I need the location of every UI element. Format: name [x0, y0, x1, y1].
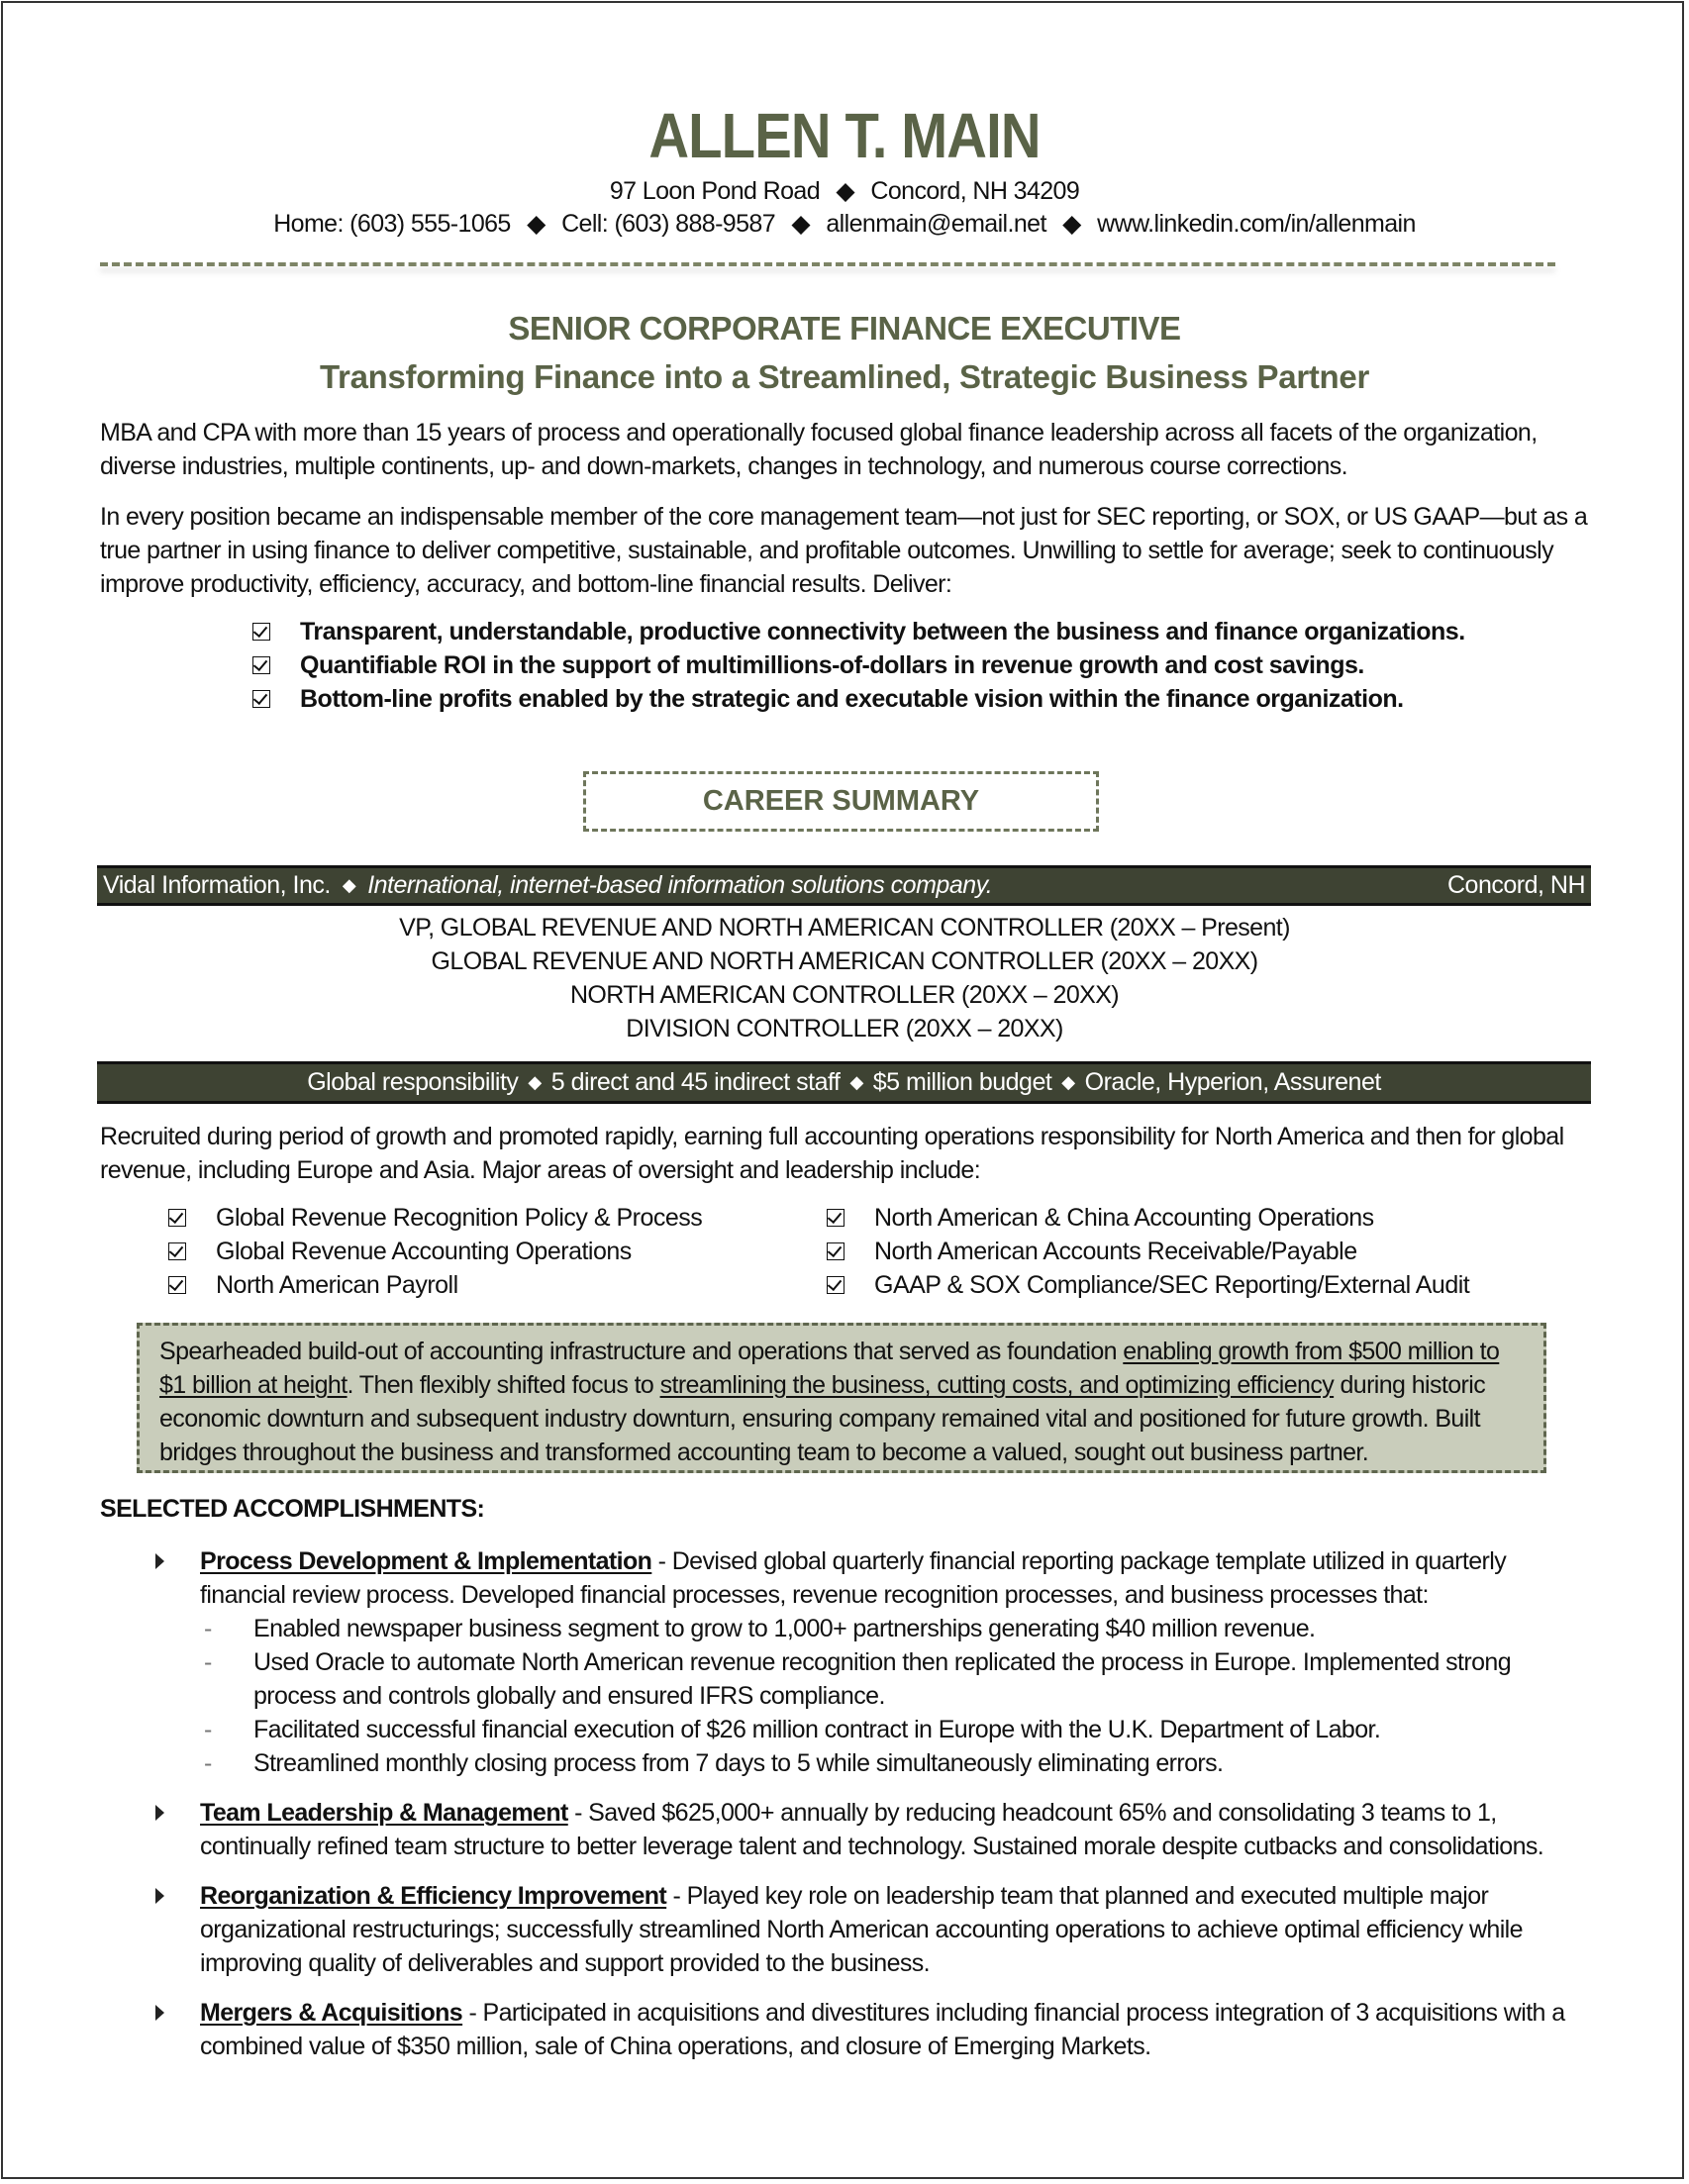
home-phone: Home: (603) 555-1065	[273, 210, 511, 238]
checkbox-checked-icon	[827, 1276, 844, 1294]
triangle-bullet-icon	[155, 1888, 164, 1904]
accomplishment-label: Team Leadership & Management	[200, 1799, 568, 1827]
accomplishment-item	[155, 1544, 1591, 1780]
sub-item	[204, 1746, 1591, 1780]
deliver-list	[252, 615, 1465, 716]
contact-line	[0, 209, 1689, 239]
checkbox-checked-icon	[168, 1242, 186, 1260]
checkbox-checked-icon	[252, 656, 270, 674]
area-text: Global Revenue Accounting Operations	[216, 1238, 632, 1265]
sub-item	[204, 1612, 1591, 1645]
highlight-text: Spearheaded build-out of accounting infrastructure and operations that served as foundation	[159, 1338, 1124, 1365]
deliver-item	[252, 648, 1465, 682]
highlight-text: during historic economic downturn and subsequent industry downturn, ensuring company remained vital and positioned for future growth. Built bridges throughout the business and transformed accounting team to become a valued, sought out business partner.	[159, 1371, 1486, 1466]
diamond-icon: ◆	[1062, 210, 1081, 238]
city-state-zip: Concord, NH 34209	[870, 177, 1080, 205]
area-text: North American Accounts Receivable/Payable	[874, 1238, 1357, 1265]
accomplishment-text: - Saved $625,000+ annually by reducing headcount 65% and consolidating 3 teams to 1, continually refined team structure to better leverage talent and technology. Sustained morale despite cutbacks and consolidations.	[200, 1799, 1544, 1860]
accomplishment-item	[155, 1996, 1591, 2063]
accomplishment-text: - Participated in acquisitions and divestitures including financial process integration of 3 acquisitions with a combined value of $350 million, sale of China operations, and closure of Emerging Markets.	[200, 1999, 1565, 2060]
dash-bullet-icon: -	[204, 1615, 212, 1642]
sub-item-text: Streamlined monthly closing process from 7 days to 5 while simultaneously eliminating errors.	[253, 1749, 1224, 1777]
header-divider	[100, 262, 1555, 266]
job-intro: Recruited during period of growth and promoted rapidly, earning full accounting operations responsibility for North America and then for global revenue, including Europe and Asia. Major areas of oversight and leadership include:	[100, 1123, 1564, 1184]
diamond-icon: ◆	[527, 210, 546, 238]
job-title: NORTH AMERICAN CONTROLLER (20XX – 20XX)	[569, 981, 1120, 1009]
accomplishment-text: - Devised global quarterly financial reporting package template utilized in quarterly financial review process. Developed financial processes, revenue recognition processes, and business processes that:	[200, 1547, 1507, 1609]
area-item	[168, 1268, 702, 1302]
deliver-item	[252, 682, 1465, 716]
area-item	[827, 1235, 1469, 1268]
highlight-emphasis: streamlining the business, cutting costs, and optimizing efficiency	[659, 1371, 1335, 1399]
job-title: VP, GLOBAL REVENUE AND NORTH AMERICAN CONTROLLER (20XX – Present)	[399, 914, 1290, 942]
deliver-text: Quantifiable ROI in the support of multimillions-of-dollars in revenue growth and cost savings.	[300, 651, 1364, 679]
career-summary-heading: CAREER SUMMARY	[583, 771, 1099, 832]
scope-item: Oracle, Hyperion, Assurenet	[1084, 1068, 1381, 1096]
area-item	[827, 1201, 1469, 1235]
scope-bar	[97, 1061, 1591, 1104]
scope-item: 5 direct and 45 indirect staff	[550, 1068, 841, 1096]
dash-bullet-icon: -	[204, 1749, 212, 1777]
sub-item-text: Enabled newspaper business segment to grow to 1,000+ partnerships generating $40 million revenue.	[253, 1615, 1316, 1642]
accomplishment-item	[155, 1879, 1591, 1980]
highlight-box	[137, 1323, 1546, 1473]
area-item	[168, 1235, 702, 1268]
accomplishment-label: Reorganization & Efficiency Improvement	[200, 1882, 667, 1910]
company-description: International, internet-based information solutions company.	[367, 871, 993, 899]
accomplishment-label: Process Development & Implementation	[200, 1547, 652, 1575]
job-title: GLOBAL REVENUE AND NORTH AMERICAN CONTROLLER (20XX – 20XX)	[431, 947, 1258, 975]
diamond-icon: ◆	[1061, 1072, 1075, 1092]
company-name: Vidal Information, Inc.	[103, 871, 331, 899]
headline: SENIOR CORPORATE FINANCE EXECUTIVE	[508, 310, 1181, 347]
areas-right-list	[827, 1201, 1469, 1302]
checkbox-checked-icon	[252, 623, 270, 641]
scope-item: $5 million budget	[872, 1068, 1052, 1096]
deliver-item	[252, 615, 1465, 648]
sub-item	[204, 1713, 1591, 1746]
area-text: North American Payroll	[216, 1271, 458, 1299]
diamond-icon: ◆	[836, 177, 855, 205]
diamond-icon: ◆	[528, 1072, 542, 1092]
accomplishment-text: - Played key role on leadership team that planned and executed multiple major organizational restructurings; successfully streamlined North American accounting operations to achieve optimal efficiency while improving quality of deliverables and support provided to the business.	[200, 1882, 1523, 1977]
area-text: North American & China Accounting Operations	[874, 1204, 1374, 1232]
checkbox-checked-icon	[252, 690, 270, 708]
checkbox-checked-icon	[827, 1209, 844, 1227]
highlight-text: . Then flexibly shifted focus to	[347, 1371, 660, 1399]
cell-phone: Cell: (603) 888-9587	[561, 210, 776, 238]
checkbox-checked-icon	[827, 1242, 844, 1260]
dash-bullet-icon: -	[204, 1648, 212, 1676]
company-bar	[97, 865, 1591, 906]
triangle-bullet-icon	[155, 1805, 164, 1821]
diamond-icon: ◆	[791, 210, 811, 238]
tagline: Transforming Finance into a Streamlined, Strategic Business Partner	[319, 358, 1370, 395]
accomplishment-label: Mergers & Acquisitions	[200, 1999, 463, 2027]
email-link[interactable]: allenmain@email.net	[826, 210, 1046, 238]
area-text: GAAP & SOX Compliance/SEC Reporting/External Audit	[874, 1271, 1470, 1299]
dash-bullet-icon: -	[204, 1716, 212, 1743]
deliver-text: Transparent, understandable, productive connectivity between the business and finance organizations.	[300, 618, 1465, 645]
company-location: Concord, NH	[1447, 871, 1585, 899]
triangle-bullet-icon	[155, 1553, 164, 1569]
linkedin-link[interactable]: www.linkedin.com/in/allenmain	[1097, 210, 1416, 238]
candidate-name: ALLEN T. MAIN	[648, 100, 1041, 171]
diamond-icon: ◆	[849, 1072, 863, 1092]
triangle-bullet-icon	[155, 2005, 164, 2021]
diamond-icon: ◆	[342, 875, 356, 895]
job-titles	[0, 911, 1689, 1045]
sub-item	[204, 1645, 1591, 1713]
sub-item-text: Facilitated successful financial execution of $26 million contract in Europe with the U.K. Department of Labor.	[253, 1716, 1381, 1743]
highlight-emphasis: enabling growth from $500 million to $1 billion at height	[159, 1338, 1500, 1399]
checkbox-checked-icon	[168, 1276, 186, 1294]
address-line	[0, 176, 1689, 206]
area-text: Global Revenue Recognition Policy & Process	[216, 1204, 703, 1232]
accomplishments-list	[155, 1544, 1591, 2079]
areas-left-list	[168, 1201, 702, 1302]
accomplishments-heading: SELECTED ACCOMPLISHMENTS:	[100, 1495, 485, 1523]
deliver-text: Bottom-line profits enabled by the strategic and executable vision within the finance organization.	[300, 685, 1404, 713]
area-item	[827, 1268, 1469, 1302]
checkbox-checked-icon	[168, 1209, 186, 1227]
summary-paragraph-1: MBA and CPA with more than 15 years of process and operationally focused global finance leadership across all facets of the organization, diverse industries, multiple continents, up- and down-markets, changes in technology, and numerous course corrections.	[100, 419, 1538, 480]
job-title: DIVISION CONTROLLER (20XX – 20XX)	[626, 1015, 1063, 1042]
street-address: 97 Loon Pond Road	[609, 177, 821, 205]
sub-item-text: Used Oracle to automate North American revenue recognition then replicated the process in Europe. Implemented strong process and controls globally and ensured IFRS compliance.	[253, 1648, 1512, 1710]
area-item	[168, 1201, 702, 1235]
summary-paragraph-2: In every position became an indispensable member of the core management team—not just for SEC reporting, or SOX, or US GAAP—but as a true partner in using finance to deliver competitive, sustainable, and profitable outcomes. Unwilling to settle for average; seek to continuously improve productivity, efficiency, accuracy, and bottom-line financial results. Deliver:	[100, 503, 1588, 598]
accomplishment-item	[155, 1796, 1591, 1863]
scope-item: Global responsibility	[307, 1068, 519, 1096]
